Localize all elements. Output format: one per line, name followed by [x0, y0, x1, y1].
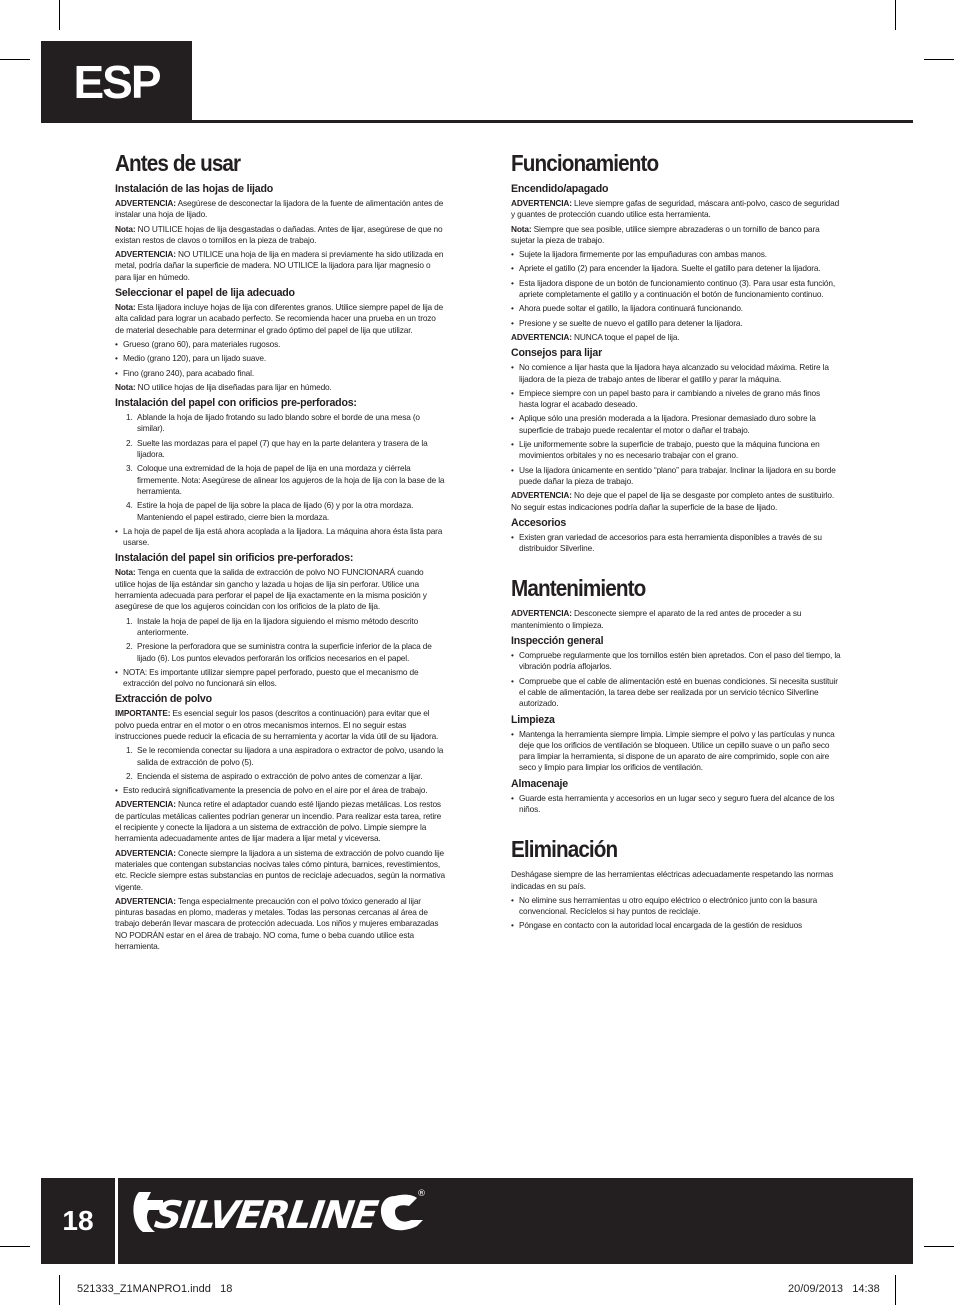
bullet-list [115, 526, 445, 549]
list-item: • Presione y se suelte de nuevo el gatillo para detener la lijadora. [511, 318, 841, 329]
bullet-list [511, 249, 841, 329]
list-item: • Apriete el gatillo (2) para encender la lijadora. Suelte el gatillo para detener la lijadora. [511, 263, 841, 274]
warning-paragraph: ADVERTENCIA: Asegúrese de desconectar la lijadora de la fuente de alimentación antes de instalar una hoja de lijado. [115, 198, 444, 220]
list-item: 2. Suelte las mordazas para el papel (7) que hay en la parte delantera y trasera de la lijadora. [126, 437, 428, 460]
bullet-list [511, 793, 841, 816]
subheading-seleccionar: Seleccionar el papel de lija adecuado [115, 287, 295, 300]
crop-mark [895, 0, 896, 30]
subheading-accesorios: Accesorios [511, 516, 567, 529]
page-number: 18 [62, 1205, 94, 1236]
warning-paragraph: ADVERTENCIA: Nunca retire el adaptador cuando esté lijando piezas metálicas. Los restos de partículas metálicas calientes podrían generar un incendio. Para realizar esta tarea, retire el recipiente y conecte la lijadora a un sistema de extracción de polvo. Limpie siempre la herramienta adecuadamente antes de lijar madera a lijar metal y viceversa. [115, 799, 442, 844]
note-paragraph: Nota: Esta lijadora incluye hojas de lija con diferentes granos. Utilice siempre papel de lija de alta calidad para lograr un acabado perfecto. Se recomienda hacer una prueba en un trozo de material desechable para determinar el grado óptimo del papel de lija que utilizar. [115, 302, 444, 335]
list-item: • Aplique sólo una presión moderada a la lijadora. Presionar demasiado duro sobre la superficie de trabajo puede recalentar el motor o dañar el trabajo. [511, 413, 841, 436]
numbered-list [115, 412, 445, 523]
language-tab [41, 41, 192, 123]
warning-paragraph: ADVERTENCIA: Tenga especialmente precaución con el polvo tóxico generado al lijar pinturas basadas en plomo, maderas y metales. Todas las personas cercanas al área de trabajo deberán llevar mascara de protección adecuada. Los niños y mujeres embarazadas NO PODRÁN estar en el área de trabajo. NO coma, fume o beba cuando utilice esta herramienta. [115, 895, 439, 952]
subheading-encendido: Encendido/apagado [511, 183, 609, 195]
subheading-con-orificios: Instalación del papel con orificios pre-perforados: [115, 397, 357, 410]
numbered-list [115, 745, 445, 782]
list-item: • Guarde esta herramienta y accesorios en un lugar seco y seguro fuera del alcance de los niños. [511, 793, 841, 816]
warning-paragraph: ADVERTENCIA: NO UTILICE una hoja de lija en madera si previamente ha sido utilizada en metal, podría dañar la superficie de madera. NO UTILICE la lijadora para lijar magnesio o para lijar en húmedo. [115, 249, 444, 282]
crop-mark [0, 59, 30, 60]
right-column [511, 150, 841, 935]
footer-divider [115, 1178, 118, 1264]
list-item: • No comience a lijar hasta que la lijadora haya alcanzado su velocidad máxima. Retire la lijadora de la pieza de trabajo antes de liberar el gatillo y parar la máquina. [511, 362, 841, 385]
list-item: • Esta lijadora dispone de un botón de funcionamiento continuo (3). Para usar esta función, apriete completamente el gatillo y a continuación el botón de funcionamiento continuo. [511, 278, 841, 301]
important-paragraph: IMPORTANTE: Es esencial seguir los pasos (descritos a continuación) para evitar que el polvo pueda entrar en el motor o en otros mecanismos internos. El no seguir estas instrucciones puede reducir la eficacia de su herramienta y acortar la vida útil de su lijadora. [115, 708, 439, 741]
list-item: • Póngase en contacto con la autoridad local encargada de la gestión de residuos [511, 920, 841, 931]
crop-mark [924, 1246, 954, 1247]
silverline-logo [133, 1186, 428, 1243]
warning-paragraph: ADVERTENCIA: Desconecte siempre el aparato de la red antes de proceder a su mantenimiento o limpieza. [511, 608, 802, 630]
list-item: 1. Instale la hoja de papel de lija en la lijadora siguiendo el mismo método descrito anteriormente. [126, 615, 419, 637]
numbered-list [115, 616, 445, 664]
note-paragraph: Nota: Siempre que sea posible, utilice siempre abrazaderas o un tornillo de banco para sujetar la pieza de trabajo. [511, 223, 820, 245]
bullet-list [115, 785, 445, 796]
list-item: • Empiece siempre con un papel basto para ir cambiando a niveles de grano más finos hasta lograr el acabado deseado. [511, 388, 841, 411]
header-rule [192, 120, 913, 123]
list-item: • No elimine sus herramientas u otro equipo eléctrico o electrónico junto con la basura convencional. Recíclelos si hay puntos de reciclaje. [511, 895, 841, 918]
warning-paragraph: ADVERTENCIA: NUNCA toque el papel de lija. [511, 331, 680, 342]
list-item: • Esto reducirá significativamente la presencia de polvo en el aire por el área de trabajo. [115, 785, 445, 796]
note-paragraph: Nota: NO UTILICE hojas de lija desgastadas o dañadas. Antes de lijar, asegúrese de que no existan restos de clavos o tornillos en la pieza de trabajo. [115, 223, 443, 245]
list-item: • La hoja de papel de lija está ahora acoplada a la lijadora. La máquina ahora ésta lista para usarse. [115, 526, 445, 549]
warning-paragraph: ADVERTENCIA: Conecte siempre la lijadora a un sistema de extracción de polvo cuando lije materiales que contengan substancias nocivas tales cómo pintura, barnices, revestimientos, etc. Recicle siempre estas substancias en puntos de reciclaje adecuados, según la normativa vigente. [115, 847, 445, 892]
list-item: • Lije uniformemente sobre la superficie de trabajo, puesto que la máquina funciona en movimientos orbitales y no es necesario trabajar con el grano. [511, 439, 841, 462]
list-item: • Mantenga la herramienta siempre limpia. Limpie siempre el polvo y las partículas y nunca deje que los orificios de ventilación se bloqueen. Utilice un cepillo suave o un paño seco para limpiar la herramienta, si dispone de un aparato de aire comprimido, sople con aire seco y limpio para limpiar los orificios de ventilación. [511, 729, 841, 774]
warning-paragraph: ADVERTENCIA: Lleve siempre gafas de seguridad, máscara anti-polvo, casco de seguridad y guantes de protección cuando utilice esta herramienta. [511, 198, 840, 220]
subheading-inspeccion: Inspección general [511, 635, 604, 648]
slug-filename: 521333_Z1MANPRO1.indd 18 [77, 1283, 233, 1295]
language-label: ESP [73, 56, 160, 108]
note-paragraph: Nota: NO utilice hojas de lija diseñadas para lijar en húmedo. [115, 381, 332, 392]
list-item: 3. Coloque una extremidad de la hoja de papel de lija en una mordaza y ciérrela firmemente. Nota: Asegúrese de alinear los agujeros de la hoja de lija con la base de la herramienta. [126, 463, 445, 496]
crop-mark [0, 1246, 30, 1247]
list-item: 2. Encienda el sistema de aspirado o extracción de polvo antes de comenzar a lijar. [126, 770, 423, 781]
list-item: • NOTA: Es importante utilizar siempre papel perforado, puesto que el mecanismo de extracción del polvo no funcionará sin ellos. [115, 667, 445, 690]
silverline-logo-graphic [133, 1186, 428, 1238]
subheading-consejos: Consejos para lijar [511, 347, 602, 360]
list-item: • Fino (grano 240), para acabado final. [115, 368, 445, 379]
subheading-almacenaje: Almacenaje [511, 777, 568, 790]
list-item: • Medio (grano 120), para un lijado suave. [115, 353, 445, 364]
note-paragraph: Nota: Tenga en cuenta que la salida de extracción de polvo NO FUNCIONARÁ cuando utilice hojas de lija estándar sin gancho y lazada u hojas de lija sin perforar. Utilice una herramienta adecuada para perforar el papel de lija exactamente en la misma posición y asegúrese de que los agujeros coincidan con los orificios de la plato de lija. [115, 567, 427, 612]
list-item: • Sujete la lijadora firmemente por las empuñaduras con ambas manos. [511, 249, 841, 260]
section-title-mantenimiento: Mantenimiento [511, 575, 646, 602]
subheading-sin-orificios: Instalación del papel sin orificios pre-perforados: [115, 552, 354, 565]
list-item: • Grueso (grano 60), para materiales rugosos. [115, 339, 445, 350]
subheading-instalacion: Instalación de las hojas de lijado [115, 183, 274, 195]
crop-mark [59, 1275, 60, 1305]
list-item: 4. Estire la hoja de papel de lija sobre la placa de lijado (6) y por la otra mordaza. Manteniendo el papel estirado, cierre bien la mordaza. [126, 500, 414, 522]
bullet-list [511, 729, 841, 774]
section-title-antes: Antes de usar [115, 150, 241, 176]
left-column [115, 150, 445, 955]
crop-mark [895, 1275, 896, 1305]
bullet-list [115, 339, 445, 379]
list-item: 1. Ablande la hoja de lijado frotando su lado blando sobre el borde de una mesa (o similar). [126, 412, 420, 434]
section-title-funcionamiento: Funcionamiento [511, 150, 659, 176]
subheading-extraccion: Extracción de polvo [115, 693, 212, 706]
bullet-list [511, 532, 841, 555]
list-item: • Ahora puede soltar el gatillo, la lijadora continuará funcionando. [511, 303, 841, 314]
section-spacer [511, 818, 841, 836]
bullet-list [511, 650, 841, 709]
bullet-list [511, 362, 841, 487]
crop-mark [59, 0, 60, 30]
list-item: • Compruebe que el cable de alimentación esté en buenas condiciones. Si necesita sustituir el cable de alimentación, la tarea debe ser realizada por un servicio técnico Silverline autorizado. [511, 676, 841, 710]
list-item: • Existen gran variedad de accesorios para esta herramienta disponibles a través de su distribuidor Silverline. [511, 532, 841, 555]
slug-date: 20/09/2013 14:38 [788, 1283, 880, 1295]
bullet-list [511, 895, 841, 932]
section-title-eliminacion: Eliminación [511, 836, 618, 863]
warning-paragraph: ADVERTENCIA: No deje que el papel de lija se desgaste por completo antes de sustituirlo. No seguir estas indicaciones podría dañar la superficie de la base de lijado. [511, 490, 834, 512]
bullet-list [115, 667, 445, 690]
svg-text:SILVERLINE: SILVERLINE [151, 1194, 379, 1238]
list-item: 2. Presione la perforadora que se suministra contra la superficie inferior de la placa de lijado (6). Los puntos elevados perforarán los orificios necesarios en el papel. [126, 641, 432, 663]
list-item: • Use la lijadora únicamente en sentido “plano” para trabajar. Inclinar la lijadora en su borde puede dañar la pieza de trabajo. [511, 465, 841, 488]
subheading-limpieza: Limpieza [511, 713, 555, 726]
section-spacer [511, 557, 841, 575]
list-item: 1. Se le recomienda conectar su lijadora a una aspiradora o extractor de polvo, usando la salida de extracción de polvo (5). [126, 745, 444, 767]
body-paragraph: Deshágase siempre de las herramientas eléctricas adecuadamente respetando las normas indicadas en su país. [511, 869, 834, 891]
list-item: • Compruebe regularmente que los tornillos estén bien apretados. Con el paso del tiempo, la vibración podría aflojarlos. [511, 650, 841, 673]
crop-mark [924, 59, 954, 60]
registered-mark: ® [417, 1189, 426, 1199]
